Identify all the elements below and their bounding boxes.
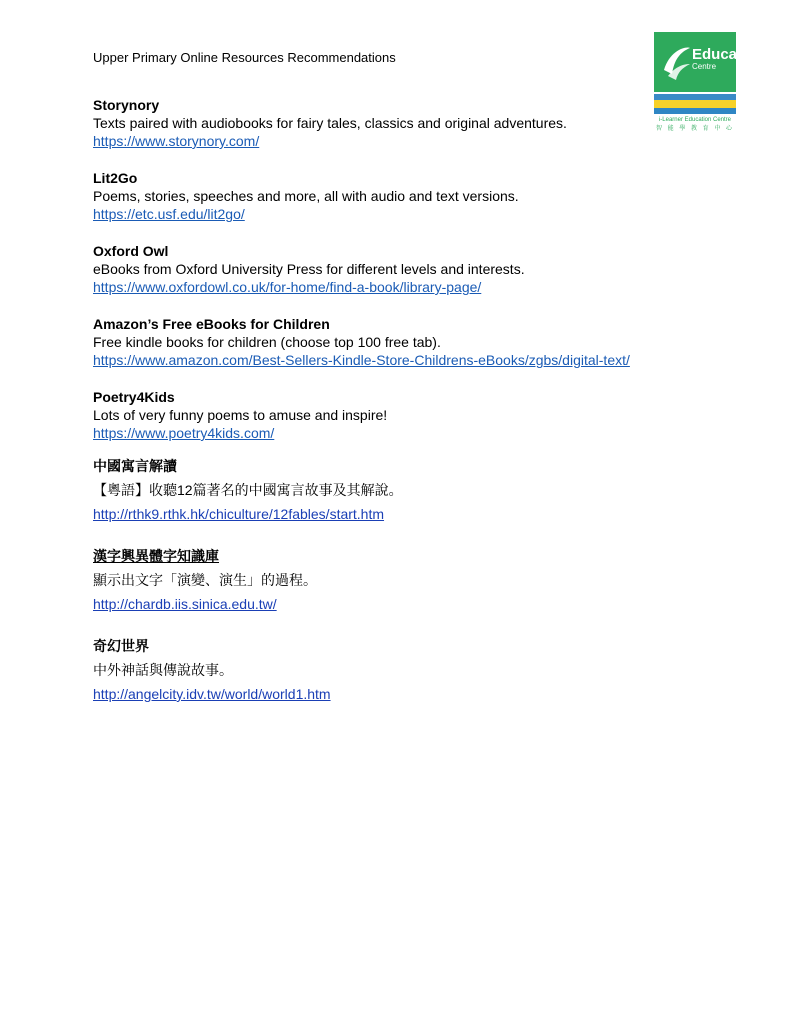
resource-description: Poems, stories, speeches and more, all with audio and text versions.: [93, 188, 519, 204]
resource-description: Lots of very funny poems to amuse and inspire!: [93, 407, 388, 423]
resource-link[interactable]: https://www.poetry4kids.com/: [93, 425, 275, 441]
page-header-title: Upper Primary Online Resources Recommendations: [93, 50, 396, 65]
chinese-resources-list: [93, 454, 733, 724]
resource-link[interactable]: https://www.storynory.com/: [93, 133, 260, 149]
zh-resource-title: 漢字興異體字知識庫: [93, 548, 219, 564]
resource-description: Texts paired with audiobooks for fairy tales, classics and original adventures.: [93, 115, 567, 131]
logo-green-panel: [654, 32, 765, 92]
zh-resource-description: 【粵語】收聽12篇著名的中國寓言故事及其解說。: [93, 482, 403, 498]
resource-title: Oxford Owl: [93, 243, 169, 259]
resource-title: Storynory: [93, 97, 160, 113]
resource-entry: [93, 169, 733, 224]
zh-resource-title: 奇幻世界: [93, 638, 149, 654]
zh-resource-entry: [93, 634, 733, 706]
english-resources-list: [93, 96, 733, 461]
zh-resource-link[interactable]: http://rthk9.rthk.hk/chiculture/12fables/start.htm: [93, 506, 385, 522]
logo-brand-line1: Education: [692, 46, 765, 63]
logo-brand-line2: Centre: [692, 62, 717, 71]
resource-title: Amazon’s Free eBooks for Children: [93, 316, 330, 332]
resource-description: eBooks from Oxford University Press for different levels and interests.: [93, 261, 525, 277]
resource-link[interactable]: https://www.oxfordowl.co.uk/for-home/find-a-book/library-page/: [93, 279, 482, 295]
logo-brand-text: [692, 46, 765, 72]
resource-link[interactable]: https://www.amazon.com/Best-Sellers-Kindle-Store-Childrens-eBooks/zgbs/digital-text/: [93, 352, 630, 368]
logo-tagline-zh: 智 能 學 教 育 中 心: [655, 126, 734, 132]
zh-resource-title: 中國寓言解讀: [93, 458, 177, 474]
zh-resource-entry: [93, 544, 733, 616]
zh-resource-description: 中外神話與傳說故事。: [93, 662, 233, 678]
zh-resource-link[interactable]: http://chardb.iis.sinica.edu.tw/: [93, 596, 277, 612]
zh-resource-description: 顯示出文字「演變、演生」的過程。: [93, 572, 317, 588]
resource-title: Lit2Go: [93, 170, 138, 186]
zh-resource-entry: [93, 454, 733, 526]
resource-description: Free kindle books for children (choose top 100 free tab).: [93, 334, 441, 350]
resource-entry: [93, 242, 733, 297]
logo-swoosh-icon: [660, 40, 692, 82]
resource-entry: [93, 315, 733, 370]
resource-entry: [93, 96, 733, 151]
logo-tagline-en: i-Learner Education Centre: [658, 117, 732, 123]
zh-resource-link[interactable]: http://angelcity.idv.tw/world/world1.htm: [93, 686, 331, 702]
resource-title: Poetry4Kids: [93, 389, 175, 405]
resource-link[interactable]: https://etc.usf.edu/lit2go/: [93, 206, 245, 222]
resource-entry: [93, 388, 733, 443]
